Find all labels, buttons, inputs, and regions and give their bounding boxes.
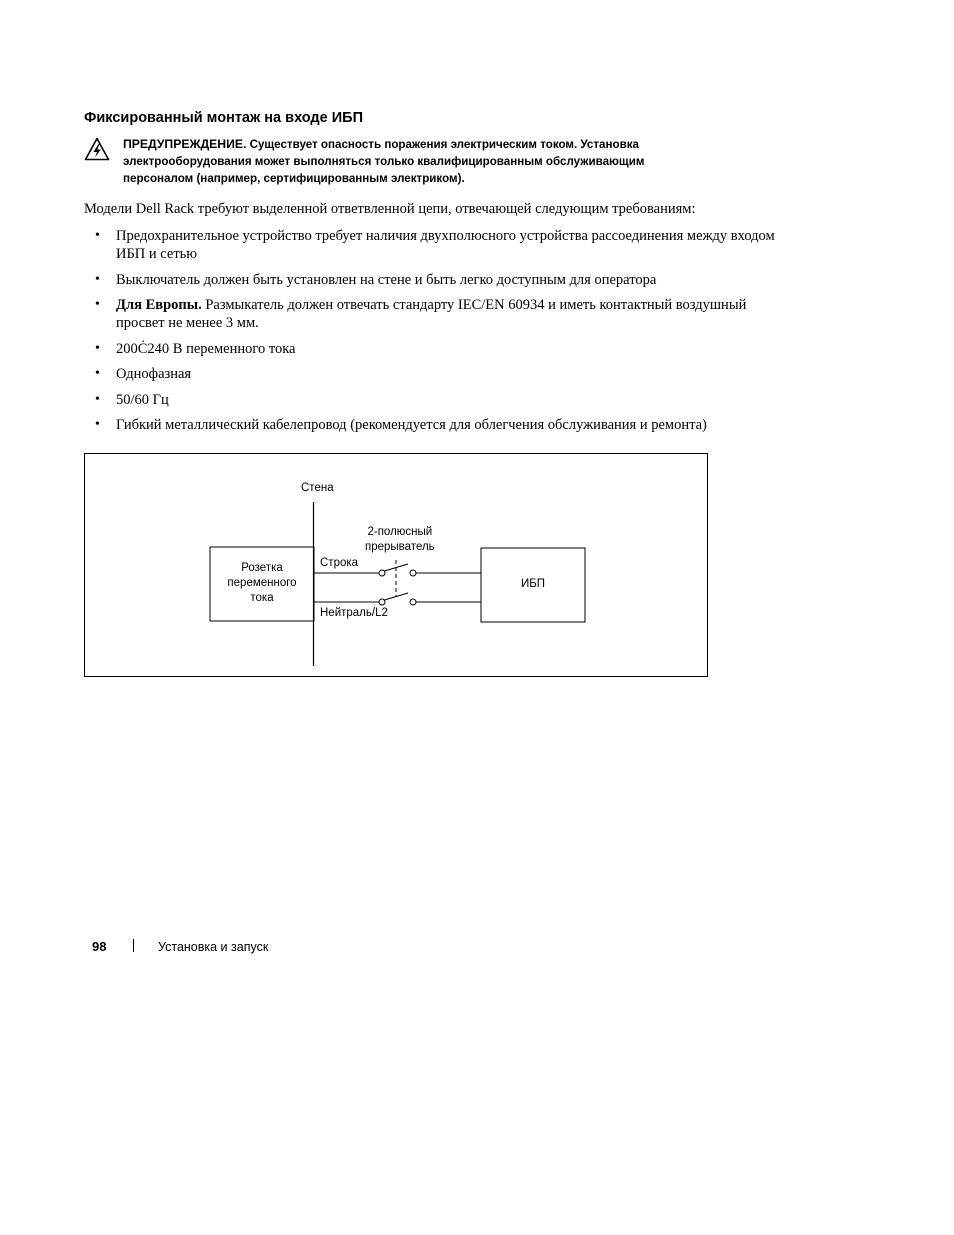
footer-divider: [133, 939, 134, 952]
warning-line-3: персоналом (например, сертифицированным электриком).: [123, 172, 465, 185]
outlet-label-line-3: тока: [250, 592, 274, 604]
neutral-switch-blade: [385, 593, 409, 600]
breaker-label: [365, 525, 435, 555]
requirement-text: Выключатель должен быть установлен на стене и быть легко доступным для оператора: [116, 271, 657, 288]
requirement-item: [84, 365, 784, 383]
warning-line-1: Существует опасность поражения электрическим током. Установка: [246, 138, 639, 151]
requirement-text: Однофазная: [116, 366, 192, 382]
requirement-text: Предохранительное устройство требует наличия двухполюсного устройства рассоединения между входом ИБП и сетью: [116, 228, 775, 262]
bullet-icon: •: [95, 271, 100, 287]
warning-text: [123, 136, 644, 187]
wall-label: Стена: [301, 482, 334, 494]
requirement-text: 200Ċ240 В переменного тока: [116, 340, 296, 357]
line-contact-right: [410, 570, 416, 576]
wiring-diagram: [84, 453, 708, 677]
warning-callout: [84, 136, 734, 187]
bullet-icon: •: [95, 297, 100, 312]
wiring-diagram-drawing: [85, 454, 709, 678]
requirement-item: [84, 416, 784, 434]
requirements-list: [84, 227, 784, 442]
ups-label: ИБП: [520, 578, 546, 590]
breaker-label-line-2: прерыватель: [365, 541, 435, 553]
requirement-item: [84, 340, 784, 358]
warning-line-2: электрооборудования может выполняться только квалифицированным обслуживающим: [123, 155, 645, 168]
section-heading: Фиксированный монтаж на входе ИБП: [84, 110, 363, 126]
outlet-label: [210, 561, 314, 606]
requirement-item: [84, 296, 784, 332]
requirement-item: [84, 227, 784, 263]
page-number: 98: [92, 939, 107, 954]
requirement-text: 50/60 Гц: [116, 391, 169, 408]
requirement-item: [84, 391, 784, 409]
bullet-icon: •: [95, 366, 100, 381]
requirement-text: Гибкий металлический кабелепровод (рекомендуется для облегчения обслуживания и ремонта): [116, 417, 707, 433]
bullet-icon: •: [95, 391, 100, 407]
chapter-title: Установка и запуск: [158, 940, 269, 954]
requirement-text: Размыкатель должен отвечать стандарту IEC/EN 60934 и иметь контактный воздушный просвет не менее 3 мм.: [116, 297, 747, 331]
warning-lead: ПРЕДУПРЕЖДЕНИЕ.: [123, 137, 247, 151]
breaker-label-line-1: 2-полюсный: [367, 526, 433, 538]
neutral-contact-left: [379, 599, 385, 605]
bullet-icon: •: [95, 228, 100, 243]
line-label: Строка: [320, 557, 359, 569]
outlet-label-line-1: Розетка: [241, 562, 283, 574]
line-contact-left: [379, 570, 385, 576]
bullet-icon: •: [95, 417, 100, 432]
outlet-label-line-2: переменного: [227, 577, 297, 589]
requirement-bold-lead: Для Европы.: [116, 297, 202, 313]
bullet-icon: •: [95, 340, 100, 356]
high-voltage-warning-icon: [84, 137, 110, 161]
requirement-item: [84, 271, 784, 289]
intro-paragraph: Модели Dell Rack требуют выделенной ответвленной цепи, отвечающей следующим требованиям:: [84, 201, 696, 217]
neutral-contact-right: [410, 599, 416, 605]
neutral-label: Нейтраль/L2: [320, 607, 388, 619]
